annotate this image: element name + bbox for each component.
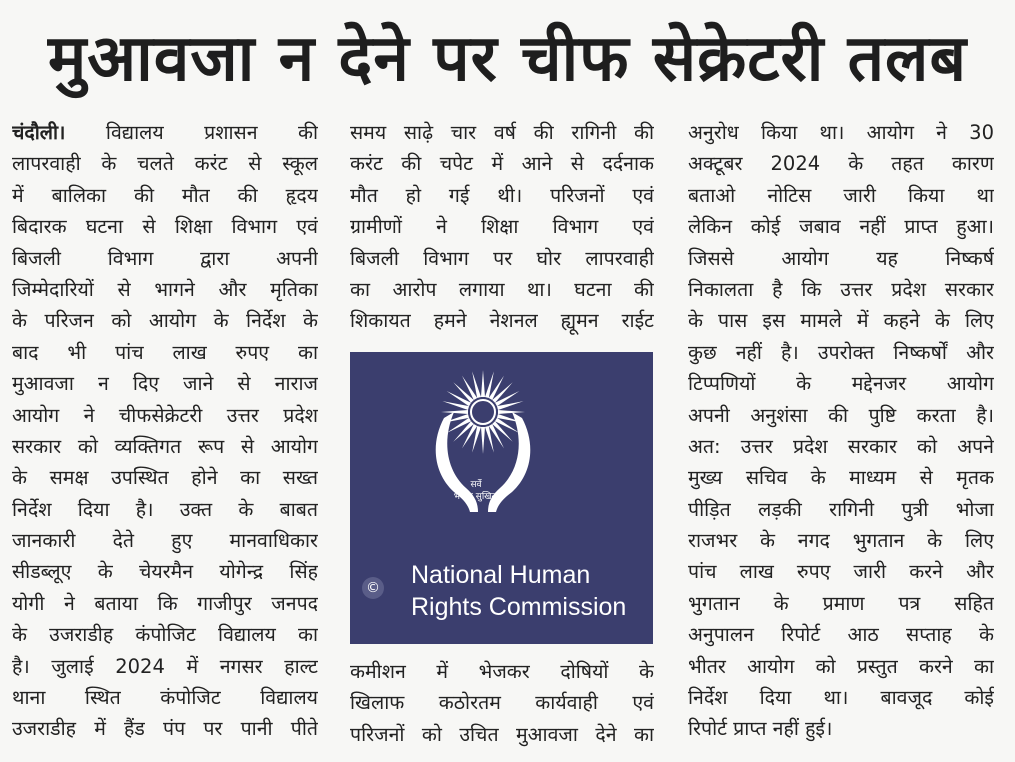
article-line: के परिजन को आयोग के निर्देश के [12, 309, 318, 333]
article-line: अक्टूबर 2024 के तहत कारण [688, 152, 994, 176]
copyright-style-c-icon: © [362, 577, 384, 599]
logo-motto [436, 479, 516, 503]
article-line: भीतर आयोग को प्रस्तुत करने का [688, 654, 994, 678]
article-line: निकालता है कि उत्तर प्रदेश सरकार [688, 277, 994, 301]
logo-name-line-1: National Human [411, 561, 591, 589]
sun-rays-icon [441, 370, 525, 454]
logo-name-line-2: Rights Commission [411, 593, 627, 621]
article-line: में बालिका की मौत की हृदय [12, 183, 318, 207]
article-line: अनुरोध किया था। आयोग ने 30 [688, 121, 994, 144]
article-line: निर्देश दिया है। उक्त के बाबत [12, 497, 318, 521]
article-line: राजभर के नगद भुगतान के लिए [688, 529, 994, 553]
article-line: रिपोर्ट प्राप्त नहीं हुई। [688, 717, 833, 741]
article-line: समय साढ़े चार वर्ष की रागिनी की [350, 121, 654, 144]
article-line: थाना स्थित कंपोजिट विद्यालय [12, 686, 318, 710]
article-line: टिप्पणियों के मद्देनजर आयोग [688, 372, 994, 396]
article-line: सरकार को व्यक्तिगत रूप से आयोग [12, 434, 318, 458]
article-line: जिससे आयोग यह निष्कर्ष [688, 246, 994, 270]
article-line: मौत हो गई थी। परिजनों एवं [350, 183, 654, 207]
logo-motto-line-1: सर्वे [470, 480, 482, 490]
headline: मुआवजा न देने पर चीफ सेक्रेटरी तलब [48, 21, 967, 96]
article-line: लापरवाही के चलते करंट से स्कूल [12, 152, 318, 176]
article-line: जिम्मेदारियों से भागने और मृतिका [12, 277, 318, 301]
article-line: के समक्ष उपस्थित होने का सख्त [12, 466, 318, 490]
article-line: अत: उत्तर प्रदेश सरकार को अपने [688, 434, 994, 458]
article-line: पांच लाख रुपए जारी करने और [688, 560, 994, 584]
article-line: है। जुलाई 2024 में नगसर हाल्ट [12, 654, 318, 678]
article-line: योगी ने बताया कि गाजीपुर जनपद [12, 591, 318, 615]
article-column-1 [12, 117, 318, 745]
article-column-3 [688, 117, 994, 745]
article-line: के उजराडीह कंपोजिट विद्यालय का [12, 623, 318, 647]
article-line: पीड़ित लड़की रागिनी पुत्री भोजा [688, 497, 994, 521]
article-line: का आरोप लगाया था। घटना की [350, 277, 654, 301]
article-line: जानकारी देते हुए मानवाधिकार [12, 529, 318, 553]
logo-org-name [411, 559, 626, 623]
article-line: बाद भी पांच लाख रुपए का [12, 340, 318, 364]
article-line: आयोग ने चीफसेक्रेटरी उत्तर प्रदेश [12, 403, 318, 427]
article-line: मुख्य सचिव के माध्यम से मृतक [688, 466, 994, 490]
article-line: निर्देश दिया था। बावजूद कोई [688, 686, 994, 710]
dateline: चंदौली। [12, 121, 66, 144]
article-line: भुगतान के प्रमाण पत्र सहित [688, 591, 994, 615]
article-line: खिलाफ कठोरतम कार्यवाही एवं [350, 691, 654, 715]
article-line: अपनी अनुशंसा की पुष्टि करता है। [688, 403, 994, 427]
article-line: परिजनों को उचित मुआवजा देने का [350, 722, 654, 746]
article-line: सीडब्लूए के चेयरमैन योगेन्द्र सिंह [12, 560, 318, 584]
article-line: मुआवजा न दिए जाने से नाराज [12, 372, 318, 396]
logo-motto-line-2: भवन्तु सुखिनः [453, 492, 499, 502]
article-line: कमीशन में भेजकर दोषियों के [350, 660, 654, 683]
article-line: बताओ नोटिस जारी किया था [688, 183, 994, 207]
article-line: बिजली विभाग द्वारा अपनी [12, 246, 318, 270]
article-line: उजराडीह में हैंड पंप पर पानी पीते [12, 717, 318, 741]
article-line: लेकिन कोई जबाव नहीं प्राप्त हुआ। [688, 215, 994, 239]
article-line: अनुपालन रिपोर्ट आठ सप्ताह के [688, 623, 994, 647]
article-text: विद्यालय प्रशासन की [65, 121, 318, 144]
article-line: बिदारक घटना से शिक्षा विभाग एवं [12, 215, 318, 239]
article-line: ग्रामीणों ने शिक्षा विभाग एवं [350, 215, 654, 239]
article-column-2-top [350, 117, 654, 337]
article-line: के पास इस मामले में कहने के लिए [688, 309, 994, 333]
article-line: बिजली विभाग पर घोर लापरवाही [350, 246, 654, 270]
article-line: शिकायत हमने नेशनल ह्यूमन राईट [350, 309, 654, 333]
article-column-2-bottom [350, 656, 654, 750]
article-line: कुछ नहीं है। उपरोक्त निष्कर्षों और [688, 340, 994, 364]
article-line [12, 117, 318, 148]
nhrc-logo-image [350, 352, 653, 644]
article-line: करंट की चपेट में आने से दर्दनाक [350, 152, 654, 176]
